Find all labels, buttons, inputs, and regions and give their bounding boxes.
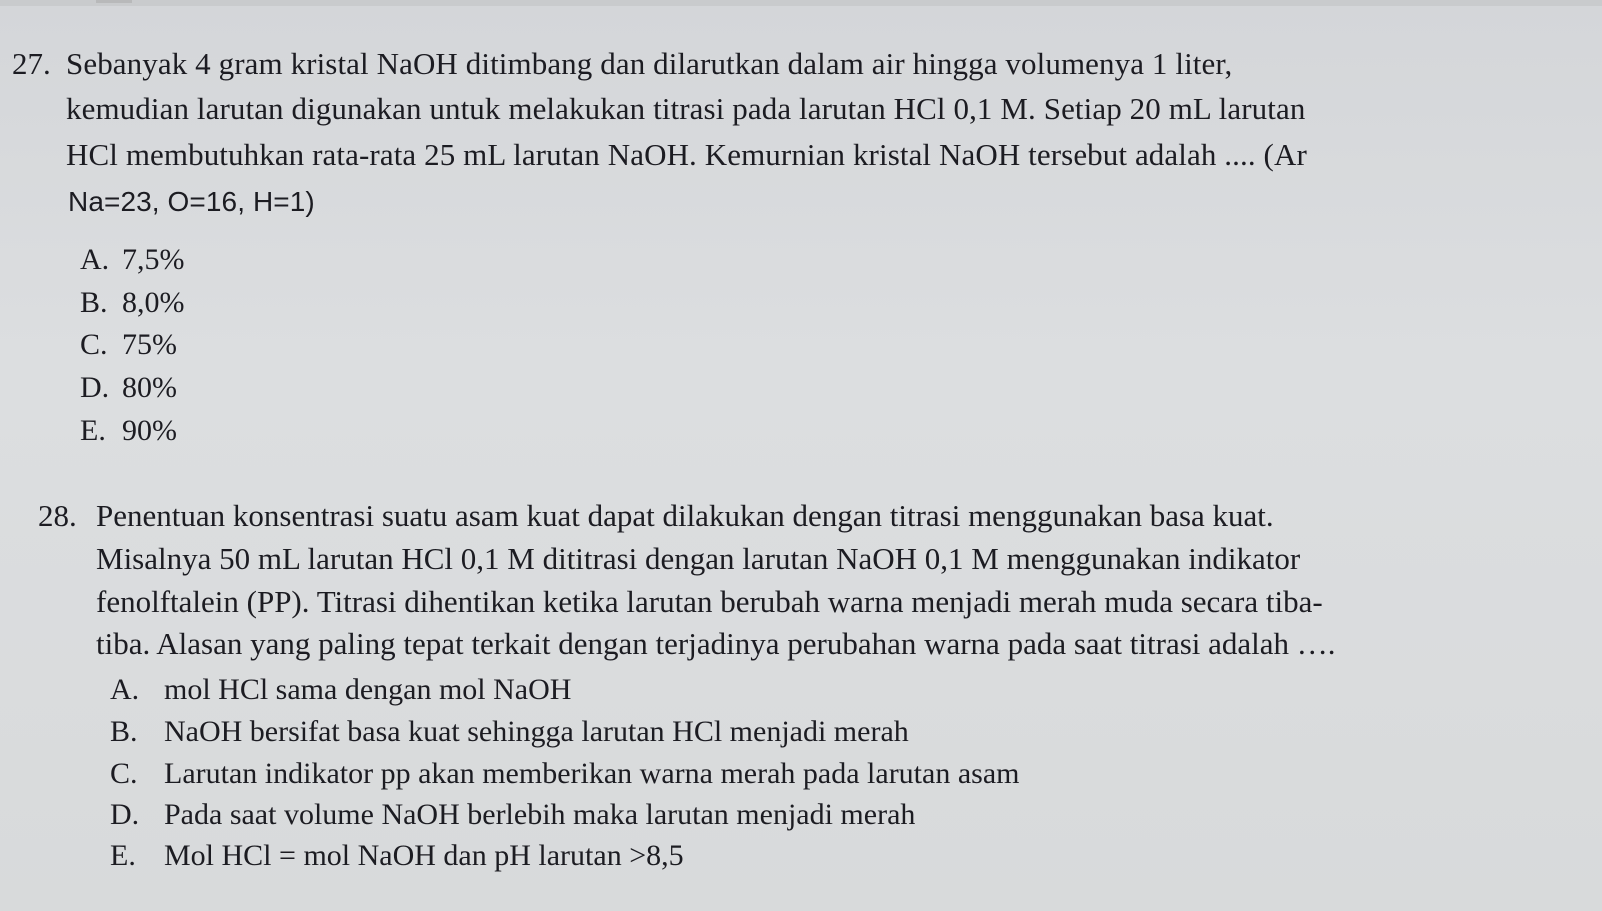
option-letter: A.	[110, 673, 140, 706]
option-b[interactable]	[110, 710, 909, 753]
option-letter: D.	[80, 371, 110, 404]
question-line-3: fenolftalein (PP). Titrasi dihentikan ketika larutan berubah warna menjadi merah muda secara tiba-	[96, 584, 1323, 619]
option-e[interactable]	[110, 834, 684, 877]
option-text: NaOH bersifat basa kuat sehingga larutan HCl menjadi merah	[164, 715, 909, 748]
option-letter: E.	[110, 839, 136, 872]
option-letter: E.	[80, 414, 106, 447]
option-text: mol HCl sama dengan mol NaOH	[164, 673, 572, 706]
option-letter: D.	[110, 798, 140, 831]
option-a[interactable]	[110, 668, 571, 711]
option-letter: C.	[80, 328, 108, 361]
top-mark	[96, 0, 132, 3]
option-a[interactable]	[80, 238, 185, 281]
question-number: 27.	[12, 46, 51, 81]
option-e[interactable]	[80, 409, 177, 452]
question-line-4: tiba. Alasan yang paling tepat terkait dengan terjadinya perubahan warna pada saat titrasi adalah ….	[96, 626, 1336, 661]
option-b[interactable]	[80, 281, 185, 324]
option-c[interactable]	[80, 323, 177, 366]
question-line-2: Misalnya 50 mL larutan HCl 0,1 M dititrasi dengan larutan NaOH 0,1 M menggunakan indikator	[96, 541, 1301, 576]
option-text: 8,0%	[122, 286, 185, 319]
question-line-3: HCl membutuhkan rata-rata 25 mL larutan NaOH. Kemurnian kristal NaOH tersebut adalah .... (Ar	[66, 137, 1307, 172]
option-letter: A.	[80, 243, 110, 276]
option-text: Pada saat volume NaOH berlebih maka larutan menjadi merah	[164, 798, 916, 831]
option-text: 75%	[122, 328, 177, 361]
option-text: Larutan indikator pp akan memberikan warna merah pada larutan asam	[164, 757, 1020, 790]
question-line-1: Sebanyak 4 gram kristal NaOH ditimbang dan dilarutkan dalam air hingga volumenya 1 liter,	[66, 46, 1233, 81]
question-number: 28.	[38, 498, 77, 533]
question-line-1: Penentuan konsentrasi suatu asam kuat dapat dilakukan dengan titrasi menggunakan basa kuat.	[96, 498, 1274, 533]
option-text: 90%	[122, 414, 177, 447]
question-line-2: kemudian larutan digunakan untuk melakukan titrasi pada larutan HCl 0,1 M. Setiap 20 mL larutan	[66, 91, 1306, 126]
option-d[interactable]	[80, 366, 177, 409]
top-edge	[0, 0, 1602, 6]
option-text: 80%	[122, 371, 177, 404]
option-c[interactable]	[110, 752, 1019, 795]
option-d[interactable]	[110, 793, 915, 836]
option-letter: C.	[110, 757, 138, 790]
option-letter: B.	[110, 715, 138, 748]
option-text: Mol HCl = mol NaOH dan pH larutan >8,5	[164, 839, 684, 872]
question-line-4: Na=23, O=16, H=1)	[68, 186, 315, 217]
option-letter: B.	[80, 286, 108, 319]
option-text: 7,5%	[122, 243, 185, 276]
